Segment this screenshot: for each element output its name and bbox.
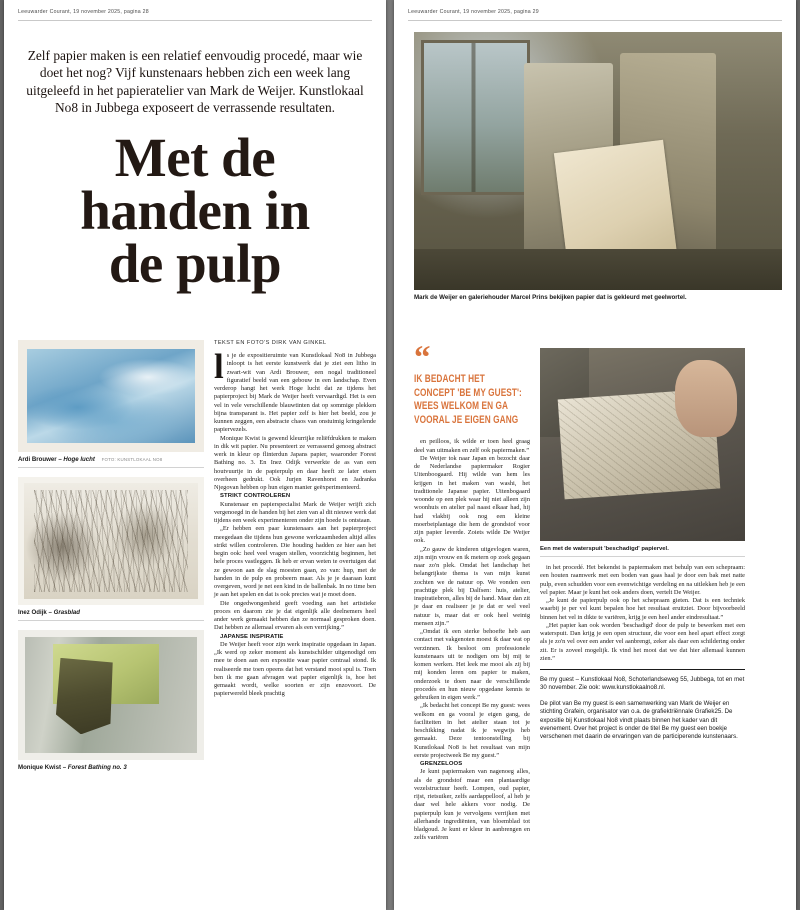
info-exhibition-details: Be my guest – Kunstlokaal No8, Schoterlandseweg 55, Jubbega, tot en met 30 november. Zie ook: www.kunstlokaalno8.nl. [540,676,745,692]
article-body-col1 [214,347,376,699]
paragraph: Je kunt papiermaken van nagenoeg alles, als de grondstof maar een plantaardige vezelstructuur heeft. Lompen, oud papier, rijst, rietsuiker, zelfs aardappelloof, al heb je daar wel hele akkers voor nodig. De papierpulp kun je vervolgens verrijken met allerhande ingrediënten, van bloemblad tot bladgoud. Je kunt er kleur in aanbrengen en zelfs variëren [414,768,530,842]
masthead-rule-left [18,20,372,21]
info-divider [540,669,745,670]
artwork-caption-3 [18,764,204,772]
photo-caption-secondary: Een met de waterspuit 'beschadigd' papiervel. [540,546,669,552]
caption-rule-2 [18,620,204,621]
pullquote-line-2: CONCEPT 'BE MY GUEST': [414,386,522,399]
artwork-artist-1: Ardi Brouwer [18,456,57,463]
paragraph: „Ik bedacht het concept Be my guest: wees welkom en ga vooral je eigen gang, de faciliteiten in het atelier staan tot je beschikking nadat ik je wegwijs heb gemaakt. Deze tentoonstelling bij Kunstlokaal No8 is het resultaat van mijn eerste projectweek Be my guest.” [414,702,530,759]
article-body-col2 [414,438,530,842]
artwork-figure-1 [18,340,204,468]
right-last-column [540,348,745,843]
left-columns [18,340,376,781]
article-column-1 [214,340,376,781]
caption-rule-photo2 [540,556,745,557]
subheading-grenzeloos: GRENZELOOS [420,761,463,768]
artwork-image-forest-bathing [18,630,204,760]
pullquote-line-1: IK BEDACHT HET [414,373,485,385]
artwork-image-grasblad [18,477,204,605]
artwork-caption-2 [18,609,204,617]
paragraph: „Je kunt de papierpulp ook op het schepraam gieten. Dat is een techniek waarbij je per vel kunt bepalen hoe het resultaat eruitziet. Door bijvoorbeeld binnen het vel in dikte te variëren, krijg je een heel ander eindresultaat.” [540,597,745,621]
subheading-japanse-inspiratie: JAPANSE INSPIRATIE [220,633,284,640]
info-project-details: De pilot van Be my guest is een samenwerking van Mark de Weijer en stichting Grafein, organisator van o.a. de grafiektriënnale Grafiek25. De expositie bij Kunstlokaal No8 vindt plaats binnen het kader van dit evenement. Over het project is onder de titel Be my guest een boekje verschenen met daarin de ervaringen van de participerende kunstenaars. [540,699,738,741]
paragraph: in het procedé. Het bekendst is papiermaken met behulp van een schepraam: een houten raamwerk met een boden van gaas haal je door een bak met natte pulp, even schudden voor een evenwichtige verdeling en na uitlekken heb je een vel papier. Maar je kunt het ook anders doen, vertelt De Weijer. [540,564,745,596]
artwork-figure-3 [18,630,204,772]
subheading-strikt-controleren: STRIKT CONTROLEREN [220,493,291,500]
article-body-col3 [540,564,745,663]
paragraph: Monique Kwist is gewend kleurrijke reliëfdrukken te maken in dik wit papier. Nu presenteert ze verrassend genoeg abstract werk in kleur op flinterdun Japans papier, waaronder Forest Bathing no. 3. En Inez Odijk verwerkte de as van een houtvuurtje in de papierpulp en daar heeft ze later etsen overheen gedrukt. Ook Jurjen Ravenhorst en Jadranka Njegovan hebben op hun eigen manier geëxperimenteerd. [214,434,376,491]
photo-credit-1: FOTO: KUNSTLOKAAL NO8 [101,457,163,462]
paragraph: Die ongedwongenheid geeft voeding aan het artistieke proces en daarom zie je dat eigenlijk alle deelnemers heel ander werk gemaakt hebben dan ze normaal gesproken doen. Dat hebben ze allemaal ervaren als een verrijking.” [214,599,376,632]
pullquote-line-3: WEES WELKOM EN GA [414,400,509,413]
artwork-title-3: Forest Bathing no. 3 [67,764,127,771]
left-page [4,0,386,910]
masthead-rule-right [408,20,782,21]
artwork-figure-2 [18,477,204,621]
paragraph-lead: ls je de expositieruimte van Kunstlokaal No8 in Jubbega inloopt is het eerste kunstwerk dat je ziet een litho in zwart-wit van Ardi Brouwer, een nogal traditioneel figuratief beeld van een gebouw in een landschap. Even verderop hangt het werk Hoge lucht dat ze tijdens het papierproject bij Mark de Weijer heeft vervaardigd. Het is een vel in vele verschillende blauwtinten dat op sommige plekken bijna transparant is. Het papier zelf is hier het beeld, zou je kunnen zeggen, een abstracte chaos van onstuimig kringelende papiervezels. [214,347,376,434]
artwork-title-2: Grasblad [53,609,81,616]
byline: TEKST EN FOTO'S DIRK VAN GINKEL [214,340,327,346]
pullquote [414,373,522,427]
masthead-right: Leeuwarder Courant, 19 november 2025, pagina 29 [408,9,539,15]
exhibition-info-box [540,676,745,742]
masthead-left: Leeuwarder Courant, 19 november 2025, pagina 28 [18,9,149,15]
paragraph: en peilloos, ik wilde er toen heel graag deel van uitmaken en zelf ook papiermaken.” [414,438,530,454]
photo-mark-de-weijer-marcel-prins [414,32,782,290]
page-edge-right [796,0,800,910]
paragraph: „Het papier kan ook worden 'beschadigd' door de pulp te bewerken met een waterspuit. Dan krijg je een open structuur, die voor een heel apart effect zorgt als je zo'n vel over een ander vel aanbrengt, zeker als daar een schildering onder zit. Er is zoveel mogelijk. Ik vind het mooi dat we dat hier allemaal kunnen zien.” [540,621,745,662]
quote-mark-icon: “ [414,340,430,376]
caption-dash-1: – [58,456,62,463]
pullquote-column [414,340,530,843]
headline-line-3: de pulp [108,232,282,294]
artwork-artist-2: Inez Odijk [18,609,47,616]
paragraph: De Weijer tok naar Japan en bezocht daar de Nederlandse papiermaker Rogier Uitenboogaard. Hij wilde van hem les krijgen in het maken van washi, het traditionele Japanse papier. Uitenbogaard woonde op een plek waar hij niet alleen zijn woonhuis en atelier pal naast elkaar had, hij had vlakbij ook nog een kleine moerbeiplantage die hem de grondstof voor zijn papier leverde. Zoiets wilde De Weijer ook. [414,454,530,545]
photo-caption-main: Mark de Weijer en galeriehouder Marcel Prins bekijken papier dat is gekleurd met geelwortel. [414,294,687,301]
photo-floor [414,249,782,290]
paragraph: „Omdat ik een sterke behoefte heb aan contact met vakgenoten moest ik daar wat op verzinnen. Ik besloot om professionele kunstenaars uit te nodigen om bij mij te komen werken. Het leek me mooi als zij bij mij konden leren om papier te maken, onderzoek te doen naar de verschillende procedés en hun nieuw opgedane kennis te gebruiken in eigen werk.” [414,628,530,702]
page-title [20,126,370,294]
intro-paragraph: Zelf papier maken is een relatief eenvoudig procedé, maar wie doet het nog? Vijf kunstenaars hebben zich een week lang uitgeleefd in het papieratelier van Mark de Weijer. Kunstlokaal No8 in Jubbega exposeert de verrassende resultaten. [26,48,364,116]
right-columns [414,340,782,843]
paragraph: „Er hebben een paar kunstenaars aan het papierproject meegedaan die tijdens hun gewone werkzaamheden altijd alles strikt willen controleren. Die houding hadden ze hier aan het begin ook: heel veel vragen stellen, voorzichtig beginnen, het hele proces vastleggen. Ik heb er ervan weten te overtuigen dat ze gewoon aan de slag moesten gaan, zo van: hup, met de handen in de pulp en probeern maar. Als je je daaraan kunt overgeven, word je net een kind in de ballenbak. In no time ben je aan het spelen en dat is ook precies wat je moet doen. [214,525,376,599]
artwork-caption-1 [18,456,204,464]
page-gutter [386,0,394,910]
artwork-column [18,340,204,781]
headline-line-2: handen in [80,179,310,241]
artwork-image-hoge-lucht [18,340,204,452]
caption-dash-2: – [48,609,52,616]
photo-hand [675,360,737,437]
paragraph: De Weijer heeft voor zijn werk inspiratie opgedaan in Japan. „Ik werd op zeker moment als kunstschilder uitgenodigd om mee te doen aan een expositie waar papier centraal stond. Ik realiseerde me toen opeens dat het verstand mooi spul is. Toen ben ik me gaan afvragen wat papier eigenlijk is, hoe het gemaakt wordt, welke soorten er zijn enzovoort. De papierwereld bleek prachtig [214,640,376,698]
artwork-title-1: Hoge lucht [63,456,95,463]
photo-window [421,40,530,196]
caption-rule-1 [18,467,204,468]
paragraph: Kunstenaar en papierspecialist Mark de Weijer wrijft zich vergenoegd in de handen bij het zien van al dit nieuwe werk dat tijdens een week experimenteren onder zijn hoede is ontstaan. [214,500,376,524]
pullquote-line-4: VOORAL JE EIGEN GANG [414,413,519,426]
headline-line-1: Met de [114,126,276,188]
photo-waterspuit-papiervel [540,348,745,541]
caption-dash-3: – [62,764,67,771]
paragraph: „Zo gauw de kinderen uitgevlogen waren, zijn mijn vrouw en ik metern op zoek gegaan naar zo'n plek. Omdat het landschap het belangrijkste thema is van mijn kunst zochten we de natuur op. We vonden een prachtige plek bij Dalfsen: huis, atelier, inspiratiebron, alles bij de hand. Maar dan zit je daar en realiseer je je dat er wel veel natuur is, maar dat er ook heel weinig mensen zijn.” [414,545,530,627]
artwork-artist-3: Monique Kwist [18,764,61,771]
